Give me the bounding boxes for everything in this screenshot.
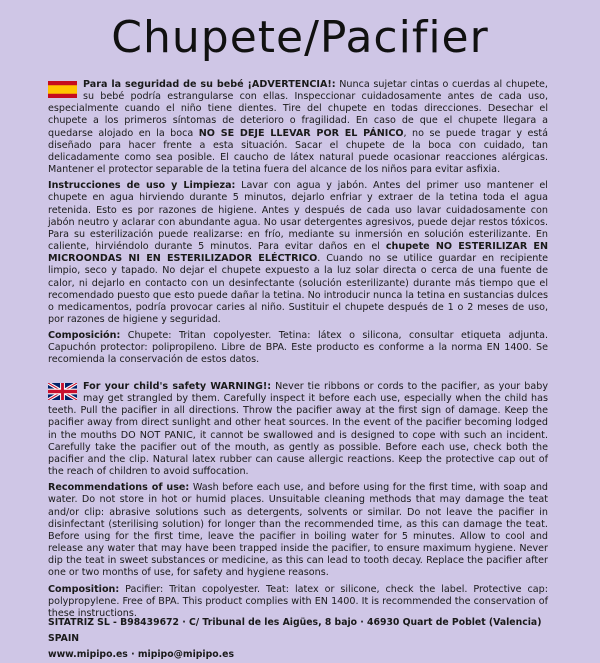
en-warning-heading: For your child's safety WARNING!: [83,381,272,392]
es-instructions-text-2: . Cuando no se utilice guardar en recipiente limpio, seco y tapado. No dejar el chupete expuesto a la luz solar directa o cerca de una fuente de calor, ni dejarlo en contacto con un desinfectante (solución esterilizante) durante más tiempo que el recomendado puesto que esto puede dañar la tetina. No introducir nunca la tetina en sustancias dulces o medicamentos, podría provocar caries al niño. Sustituir el chupete después de 1 o 2 meses de uso, por razones de higiene y seguridad. [48,253,548,325]
es-instructions-heading: Instrucciones de uso y Limpieza: [48,180,236,192]
es-warning-heading: Para la seguridad de su bebé ¡ADVERTENCIA!: [83,79,336,90]
es-composition-heading: Composición: [48,330,121,342]
uk-flag-icon [48,383,77,400]
es-composition-paragraph [48,330,548,366]
en-warning-paragraph [48,381,548,478]
es-warning-bold: NO SE DEJE LLEVAR POR EL PÁNICO [198,127,404,139]
es-warning-text-2: , no se puede tragar y está diseñado para hacer frente a esta situación. Sacar el chupete de la boca con cuidado, tan delicadamente como sea posible. El caucho de látex natural puede ocasionar reacciones alérgicas. Mantener el protector separable de la tetina fuera del alcance de los niños para evitar asfixia. [48,127,548,176]
es-warning-text-1: Nunca sujetar cintas o cuerdas al chupete, su bebé podría estrangularse con ellas. Inspeccionar cuidadosamente antes de cada uso, especialmente cuando el niño tiene dientes. Tire del chupete en todas direcciones. Desechar el chupete a los primeros síntomas de deterioro o fragilidad. En caso de que el chupete llegara a quedarse alojado en la boca [48,79,548,139]
en-warning-text: Never tie ribbons or cords to the pacifier, as your baby may get strangled by them. Carefully inspect it before each use, especially when the child has teeth. Pull the pacifier in all directions. Throw the pacifier away at the first sign of damage. Keep the pacifier away from direct sunlight and other heat sources. In the event of the pacifier becoming lodged in the mouths DO NOT PANIC, it cannot be swallowed and is designed to cope with such an incident. Carefully take the pacifier out of the mouth, as gently as possible. Before each use, check both the pacifier and the clip. Natural latex rubber can cause allergic reactions. Keep the protective cap out of the reach of children to avoid suffocation. [48,381,548,478]
es-instructions-text-1: Lavar con agua y jabón. Antes del primer uso mantener el chupete en agua hirviendo durante 5 minutos, dejarlo enfriar y extraer de la tetina toda el agua retenida. Esto es por razones de higiene. Antes y después de cada uso lavar cuidadosamente con jabón neutro y aclarar con abundante agua. No usar detergentes agresivos, puede dejar restos tóxicos. Para su esterilización puede realizarse: en frío, mediante su inmersión en solución esterilizante. En caliente, hirviéndolo durante 5 minutos. Para evitar daños en el [48,180,548,253]
footer-company-address: SITATRIZ SL - B98439672 · C/ Tribunal de les Aigües, 8 bajo · 46930 Quart de Poblet (Valencia) SPAIN [48,617,542,644]
es-composition-text: Chupete: Tritan copolyester. Tetina: látex o silicona, consultar etiqueta adjunta. Capuchón protector: polipropileno. Libre de BPA. Este producto es conforme a la norma EN 1400. Se recomienda la conservación de estos datos. [48,330,548,366]
footer [48,615,568,663]
en-recommendations-paragraph [48,482,548,579]
en-recommendations-text: Wash before each use, and before using for the first time, with soap and water. Do not store in hot or humid places. Unsuitable cleaning methods that may damage the teat and/or clip: abrasive solutions such as detergents, solvents or similar. Do not leave the pacifier in disinfectant (sterilising solution) for longer than the recommended time, as this can damage the teat. Before using for the first time, leave the pacifier in boiling water for 5 minutes. Allow to cool and release any water that may have been trapped inside the pacifier, to ensure maximum hygiene. Never dip the teat in sweet substances or medicine, as this can lead to tooth decay. Replace the pacifier after one or two months of use, for safety and hygiene reasons. [48,482,548,579]
es-warning-paragraph [48,79,548,176]
spain-flag-icon [48,81,77,98]
en-recommendations-heading: Recommendations of use: [48,482,190,494]
es-instructions-bold: chupete NO ESTERILIZAR EN MICROONDAS NI EN ESTERILIZADOR ELÉCTRICO [48,241,548,265]
es-instructions-paragraph [48,180,548,326]
en-composition-heading: Composition: [48,583,120,595]
en-composition-text: Pacifier: Tritan copolyester. Teat: latex or silicone, check the label. Protective cap: polypropylene. Free of BPA. This product complies with EN 1400. It is recommended the conservation of these instructions. [48,583,548,619]
english-section [48,381,548,624]
spanish-section [48,79,548,371]
page-title: Chupete/Pacifier [111,12,489,63]
footer-web-email: www.mipipo.es · mipipo@mipipo.es [48,649,235,660]
